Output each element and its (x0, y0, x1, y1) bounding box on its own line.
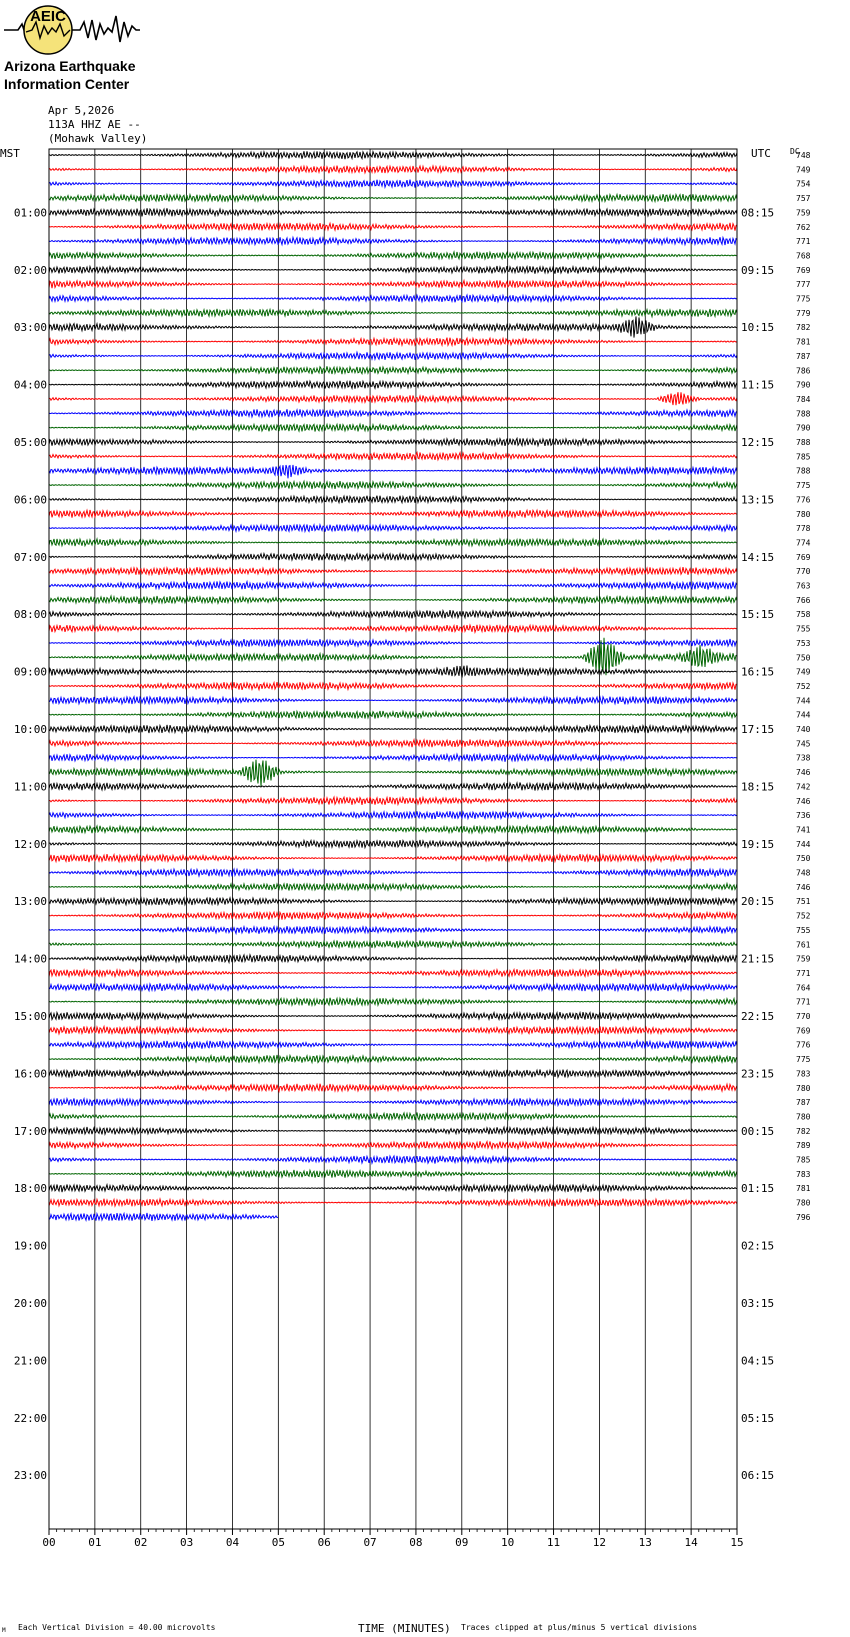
mst-hour-label: 12:00 (13, 837, 47, 851)
seismic-trace (49, 596, 737, 604)
seismic-trace (49, 869, 737, 877)
mst-hour-label: 23:00 (13, 1469, 47, 1483)
dc-label: DC (790, 147, 800, 156)
x-tick-label: 01 (88, 1536, 102, 1549)
dc-value: 749 (796, 165, 811, 175)
seismic-trace (49, 266, 737, 274)
mst-hour-label: 21:00 (13, 1354, 47, 1368)
seismic-trace (49, 760, 737, 787)
utc-hour-label: 00:15 (741, 1124, 775, 1138)
dc-value: 777 (796, 280, 811, 290)
mst-hour-label: 16:00 (13, 1067, 47, 1081)
dc-value: 742 (796, 782, 811, 792)
dc-value: 745 (796, 739, 811, 749)
seismic-trace (49, 309, 737, 317)
dc-value: 775 (796, 1055, 811, 1065)
seismic-trace (49, 1098, 737, 1106)
utc-hour-label: 20:15 (741, 895, 775, 909)
utc-hour-label: 22:15 (741, 1010, 775, 1023)
dc-value: 748 (796, 151, 811, 160)
x-tick-label: 03 (179, 1536, 194, 1549)
seismic-trace (49, 352, 737, 359)
seismic-trace (49, 854, 737, 862)
seismic-trace (49, 194, 737, 202)
dc-value: 781 (796, 1184, 811, 1194)
dc-value: 780 (796, 1112, 811, 1122)
seismic-trace (49, 754, 737, 762)
dc-value: 790 (796, 380, 811, 390)
dc-value: 788 (796, 409, 811, 419)
dc-value: 763 (796, 581, 811, 591)
trace-group (49, 151, 737, 1221)
seismic-trace (49, 392, 737, 405)
dc-value: 785 (796, 1155, 811, 1165)
utc-hour-label: 09:15 (741, 263, 775, 277)
footer-clip-note: Traces clipped at plus/minus 5 vertical divisions (461, 1623, 698, 1632)
seismic-trace (49, 696, 737, 704)
utc-hour-label: 05:15 (741, 1411, 775, 1425)
seismic-trace (49, 438, 737, 446)
seismic-trace (49, 797, 737, 805)
dc-value: 769 (796, 265, 811, 275)
seismic-trace (49, 237, 737, 245)
seismic-trace (49, 582, 737, 590)
mst-hour-label: 14:00 (13, 952, 47, 966)
footer-marker: M (2, 1627, 6, 1634)
seismic-trace (49, 1012, 737, 1020)
seismic-trace (49, 1170, 737, 1178)
dc-value: 774 (796, 538, 811, 548)
mst-hour-label: 13:00 (13, 895, 47, 909)
seismic-trace (49, 166, 737, 174)
mst-hour-label: 08:00 (13, 608, 47, 622)
seismic-trace (49, 316, 737, 337)
x-axis-title: TIME (MINUTES) (358, 1622, 451, 1635)
utc-hour-label: 23:15 (741, 1067, 775, 1081)
mst-hour-label: 05:00 (13, 436, 47, 449)
dc-value: 771 (796, 968, 811, 978)
seismic-trace (49, 252, 737, 260)
org-name-line2: Information Center (4, 76, 130, 92)
seismic-trace (49, 481, 737, 489)
utc-hour-label: 10:15 (741, 321, 775, 335)
dc-value: 744 (796, 696, 811, 706)
footer-scale: Each Vertical Division = 40.00 microvolts (18, 1623, 216, 1632)
dc-value: 782 (796, 323, 811, 333)
seismic-trace (49, 1127, 737, 1135)
dc-value: 783 (796, 1069, 811, 1079)
dc-value: 757 (796, 194, 811, 204)
seismic-trace (49, 338, 737, 346)
header-station: 113A HHZ AE -- (48, 118, 141, 131)
seismic-trace (49, 826, 737, 834)
dc-value: 759 (796, 954, 811, 964)
dc-value: 775 (796, 481, 811, 491)
seismic-trace (49, 941, 737, 948)
dc-value: 766 (796, 595, 811, 605)
x-tick-label: 11 (546, 1536, 561, 1549)
dc-value: 780 (796, 1198, 811, 1208)
seismic-trace (49, 639, 737, 647)
seismic-trace (49, 1199, 737, 1207)
seismic-trace (49, 983, 737, 991)
header-location: (Mohawk Valley) (48, 132, 148, 145)
mst-hour-label: 11:00 (13, 780, 47, 794)
mst-hour-label: 22:00 (13, 1411, 47, 1425)
seismic-trace (49, 1084, 737, 1092)
seismic-trace (49, 811, 737, 819)
utc-hour-label: 19:15 (741, 837, 775, 851)
dc-value: 744 (796, 710, 811, 720)
seismic-trace (49, 912, 737, 920)
dc-value: 771 (796, 237, 811, 247)
utc-hour-label: 03:15 (741, 1297, 775, 1310)
dc-value: 755 (796, 925, 811, 935)
seismic-trace (49, 539, 737, 546)
seismic-trace (49, 1141, 737, 1149)
x-tick-label: 14 (684, 1536, 698, 1549)
dc-value: 759 (796, 208, 811, 218)
seismic-trace (49, 366, 737, 374)
dc-value: 785 (796, 452, 811, 462)
dc-value: 738 (796, 753, 811, 763)
seismic-trace (49, 1113, 737, 1121)
seismic-trace (49, 1026, 737, 1034)
x-tick-label: 15 (730, 1536, 744, 1549)
seismic-trace (49, 223, 737, 231)
dc-value: 755 (796, 624, 811, 634)
seismic-trace (49, 567, 737, 575)
utc-hour-label: 12:15 (741, 436, 775, 449)
mst-hour-label: 20:00 (13, 1297, 47, 1310)
seismic-trace (49, 295, 737, 302)
dc-value: 736 (796, 811, 811, 821)
dc-value: 778 (796, 524, 811, 534)
seismic-trace (49, 424, 737, 432)
mst-hour-label: 17:00 (13, 1124, 47, 1138)
dc-value: 768 (796, 251, 811, 261)
seismic-trace (49, 740, 737, 748)
mst-hour-label: 07:00 (13, 550, 47, 564)
dc-value: 780 (796, 1083, 811, 1093)
seismic-trace (49, 208, 737, 216)
seismic-trace (49, 151, 737, 159)
seismic-trace (49, 625, 737, 633)
dc-value: 749 (796, 667, 811, 677)
logo-acronym: AEIC (30, 8, 66, 25)
seismic-trace (49, 409, 737, 417)
seismic-trace (49, 840, 737, 848)
dc-value: 784 (796, 394, 811, 404)
dc-value: 758 (796, 610, 811, 620)
seismic-trace (49, 1070, 737, 1078)
dc-value: 746 (796, 796, 811, 806)
dc-value: 779 (796, 308, 811, 318)
dc-value: 746 (796, 768, 811, 778)
seismic-trace (49, 453, 737, 461)
dc-value: 753 (796, 638, 811, 648)
mst-hour-label: 03:00 (13, 321, 47, 335)
dc-value: 788 (796, 438, 811, 447)
x-tick-label: 05 (271, 1536, 285, 1549)
seismic-trace (49, 381, 737, 389)
seismic-trace (49, 969, 737, 977)
seismic-trace (49, 1055, 737, 1063)
mst-axis-label: MST (0, 147, 20, 160)
seismic-trace (49, 1213, 278, 1221)
dc-value: 764 (796, 983, 811, 993)
dc-value: 741 (796, 825, 811, 835)
mst-hour-label: 18:00 (13, 1182, 47, 1196)
mst-hour-label: 06:00 (13, 493, 47, 507)
x-tick-label: 08 (409, 1536, 423, 1549)
seismic-trace (49, 465, 737, 478)
seismic-trace (49, 898, 737, 906)
dc-value: 781 (796, 337, 811, 347)
seismic-trace (49, 496, 737, 503)
seismic-trace (49, 666, 737, 678)
dc-value: 748 (796, 868, 811, 878)
org-name-line1: Arizona Earthquake (4, 58, 136, 74)
utc-hour-label: 16:15 (741, 665, 775, 679)
dc-value: 762 (796, 222, 811, 232)
seismic-trace (49, 682, 737, 690)
dc-value: 786 (796, 366, 811, 376)
utc-hour-label: 08:15 (741, 206, 775, 220)
dc-value: 754 (796, 179, 811, 189)
x-tick-label: 10 (501, 1536, 515, 1549)
seismic-trace (49, 610, 737, 618)
dc-value: 787 (796, 351, 811, 361)
seismic-trace (49, 926, 737, 934)
utc-axis-label: UTC (751, 147, 771, 160)
dc-value: 752 (796, 911, 811, 921)
dc-value: 788 (796, 466, 811, 476)
dc-value: 770 (796, 567, 811, 577)
dc-value: 787 (796, 1098, 811, 1108)
utc-hour-label: 11:15 (741, 378, 775, 392)
x-tick-label: 00 (42, 1536, 56, 1549)
utc-hour-label: 06:15 (741, 1469, 775, 1483)
dc-value: 769 (796, 1026, 811, 1036)
dc-value: 761 (796, 940, 811, 950)
seismic-trace (49, 524, 737, 531)
utc-hour-label: 04:15 (741, 1354, 775, 1368)
seismic-trace (49, 180, 737, 188)
dc-value: 776 (796, 1040, 811, 1050)
utc-hour-label: 18:15 (741, 780, 775, 794)
dc-value: 790 (796, 423, 811, 433)
dc-value: 769 (796, 552, 811, 562)
seismic-trace (49, 883, 737, 891)
seismic-trace (49, 998, 737, 1006)
utc-hour-label: 01:15 (741, 1182, 775, 1196)
dc-value: 740 (796, 725, 811, 734)
utc-hour-label: 14:15 (741, 550, 775, 564)
dc-value: 783 (796, 1169, 811, 1179)
seismic-trace (49, 553, 737, 561)
utc-hour-label: 17:15 (741, 723, 775, 736)
utc-hour-label: 15:15 (741, 608, 775, 622)
mst-hour-label: 15:00 (13, 1010, 47, 1023)
dc-value: 750 (796, 653, 811, 663)
dc-value: 775 (796, 294, 811, 304)
dc-value: 770 (796, 1012, 811, 1021)
mst-hour-label: 10:00 (13, 723, 47, 736)
seismic-trace (49, 955, 737, 963)
seismic-trace (49, 725, 737, 733)
mst-hour-label: 04:00 (13, 378, 47, 392)
x-tick-label: 02 (134, 1536, 148, 1549)
dc-value: 780 (796, 509, 811, 519)
x-tick-label: 12 (592, 1536, 607, 1549)
dc-value: 789 (796, 1141, 811, 1151)
mst-hour-label: 09:00 (13, 665, 47, 679)
x-tick-label: 13 (638, 1536, 652, 1549)
seismic-trace (49, 1041, 737, 1049)
x-tick-label: 06 (317, 1536, 331, 1549)
dc-value: 744 (796, 839, 811, 849)
seismic-trace (49, 280, 737, 288)
dc-value: 782 (796, 1126, 811, 1136)
seismic-trace (49, 711, 737, 719)
mst-hour-label: 01:00 (13, 206, 47, 220)
dc-value: 750 (796, 854, 811, 864)
seismic-trace (49, 783, 737, 791)
dc-value: 752 (796, 681, 811, 691)
utc-hour-label: 21:15 (741, 952, 775, 966)
dc-value: 751 (796, 897, 811, 907)
x-tick-label: 07 (363, 1536, 377, 1549)
seismic-trace (49, 1156, 737, 1164)
dc-value: 746 (796, 882, 811, 892)
seismic-trace (49, 1184, 737, 1192)
x-tick-label: 04 (225, 1536, 240, 1549)
utc-hour-label: 13:15 (741, 493, 775, 507)
header-date: Apr 5,2026 (48, 104, 115, 117)
x-tick-label: 09 (455, 1536, 469, 1549)
mst-hour-label: 02:00 (13, 263, 47, 277)
dc-value: 776 (796, 495, 811, 505)
utc-hour-label: 02:15 (741, 1239, 775, 1253)
dc-value: 771 (796, 997, 811, 1007)
mst-hour-label: 19:00 (13, 1239, 47, 1253)
seismic-trace (49, 510, 737, 518)
dc-value: 796 (796, 1212, 811, 1222)
